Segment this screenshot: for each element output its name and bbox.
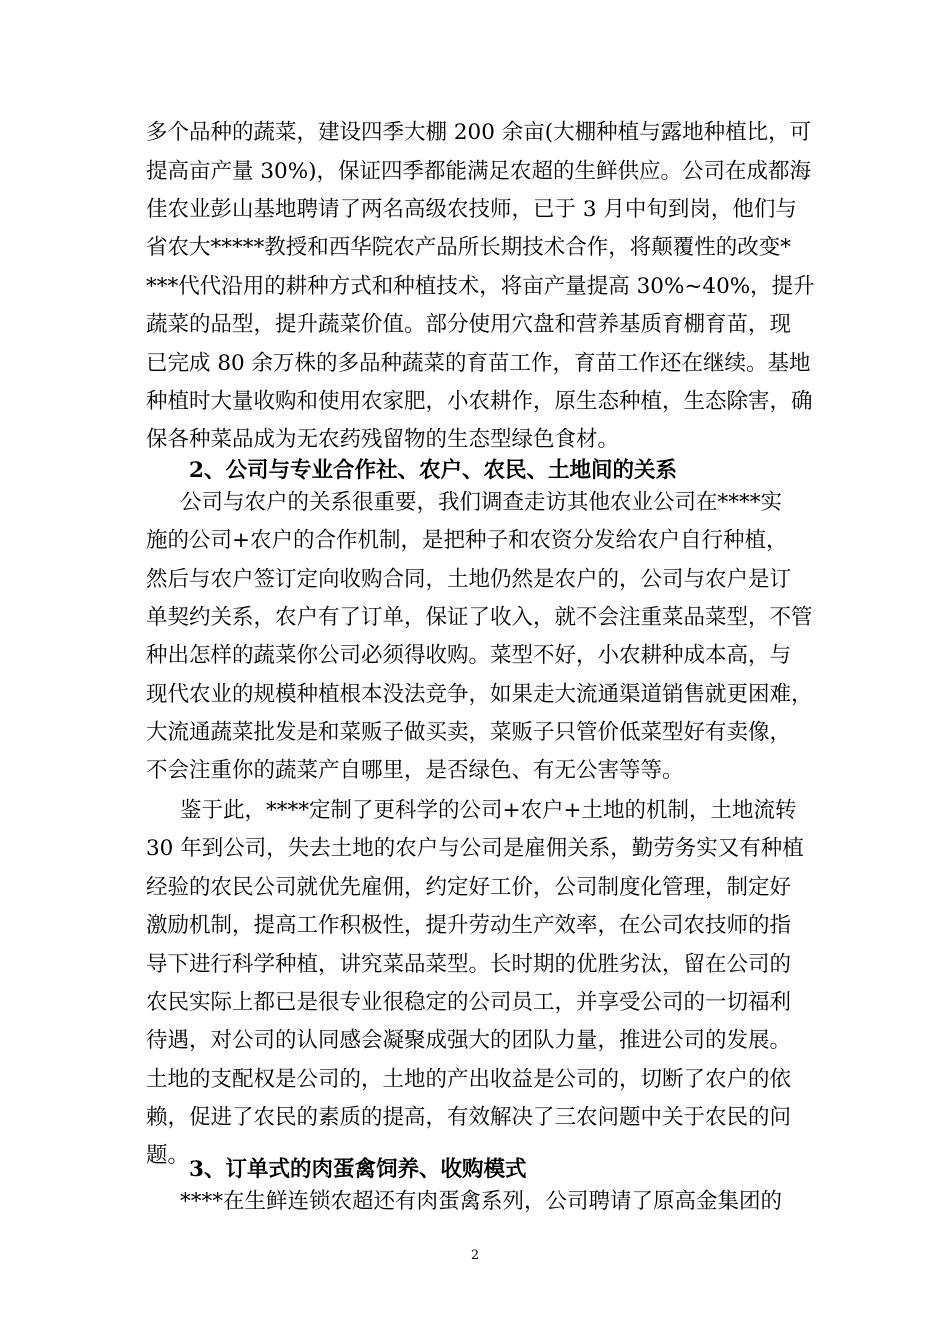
paragraph-line: 保各种菜品成为无农药残留物的生态型绿色食材。 <box>146 427 620 452</box>
paragraph-line: 公司与农户的关系很重要，我们调查走访其他农业公司在****实 <box>180 490 783 515</box>
paragraph-line: 30 年到公司，失去土地的农户与公司是雇佣关系，勤劳务实又有种植 <box>146 836 804 861</box>
paragraph-line: 大流通蔬菜批发是和菜贩子做买卖，菜贩子只管价低菜型好有卖像， <box>146 720 792 745</box>
paragraph-line: 然后与农户签订定向收购合同，土地仍然是农户的，公司与农户是订 <box>146 567 792 592</box>
page-number: 2 <box>470 1248 480 1263</box>
paragraph-line: ****在生鲜连锁农超还有肉蛋禽系列，公司聘请了原高金集团的 <box>180 1189 783 1214</box>
paragraph-line: 蔬菜的品型，提升蔬菜价值。部分使用穴盘和营养基质育棚育苗，现 <box>146 312 792 337</box>
paragraph-line: 单契约关系，农户有了订单，保证了收入，就不会注重菜品菜型，不管 <box>146 605 813 630</box>
paragraph-line: 种植时大量收购和使用农家肥，小农耕作，原生态种植，生态除害，确 <box>146 389 813 414</box>
paragraph-line: 不会注重你的蔬菜产自哪里，是否绿色、有无公害等等。 <box>146 758 684 783</box>
paragraph-line: 赖，促进了农民的素质的提高，有效解决了三农问题中关于农民的问 <box>146 1105 792 1130</box>
paragraph-line: 佳农业彭山基地聘请了两名高级农技师，已于 3 月中旬到岗，他们与 <box>146 197 797 222</box>
paragraph-line: 土地的支配权是公司的，土地的产出收益是公司的，切断了农户的依 <box>146 1067 792 1092</box>
paragraph-line: 题。 <box>146 1143 190 1168</box>
paragraph-line: 多个品种的蔬菜，建设四季大棚 200 余亩(大棚种植与露地种植比，可 <box>146 120 812 145</box>
section-heading: 2、公司与专业合作社、农户、农民、土地间的关系 <box>189 458 677 483</box>
paragraph-line: 现代农业的规模种植根本没法竞争，如果走大流通渠道销售就更困难， <box>146 682 813 707</box>
paragraph-line: 激励机制，提高工作积极性，提升劳动生产效率，在公司农技师的指 <box>146 913 792 938</box>
paragraph-line: ***代代沿用的耕种方式和种植技术，将亩产量提高 30%~40%，提升 <box>146 274 815 299</box>
paragraph-line: 待遇，对公司的认同感会凝聚成强大的团队力量，推进公司的发展。 <box>146 1028 792 1053</box>
paragraph-line: 鉴于此，****定制了更科学的公司+农户+土地的机制，土地流转 <box>180 798 797 823</box>
paragraph-line: 导下进行科学种植，讲究菜品菜型。长时期的优胜劣汰，留在公司的 <box>146 952 792 977</box>
section-heading: 3、订单式的肉蛋禽饲养、收购模式 <box>189 1157 527 1182</box>
paragraph-line: 省农大*****教授和西华院农产品所长期技术合作，将颠覆性的改变* <box>146 235 792 260</box>
paragraph-line: 种出怎样的蔬菜你公司必须得收购。菜型不好，小农耕种成本高，与 <box>146 643 792 668</box>
paragraph-line: 提高亩产量 30%)，保证四季都能满足农超的生鲜供应。公司在成都海 <box>146 159 812 184</box>
paragraph-line: 农民实际上都已是很专业很稳定的公司员工，并享受公司的一切福利 <box>146 990 792 1015</box>
paragraph-line: 经验的农民公司就优先雇佣，约定好工价，公司制度化管理，制定好 <box>146 875 792 900</box>
paragraph-line: 已完成 80 余万株的多品种蔬菜的育苗工作，育苗工作还在继续。基地 <box>146 351 811 376</box>
paragraph-line: 施的公司+农户的合作机制，是把种子和农资分发给农户自行种植， <box>146 528 788 553</box>
